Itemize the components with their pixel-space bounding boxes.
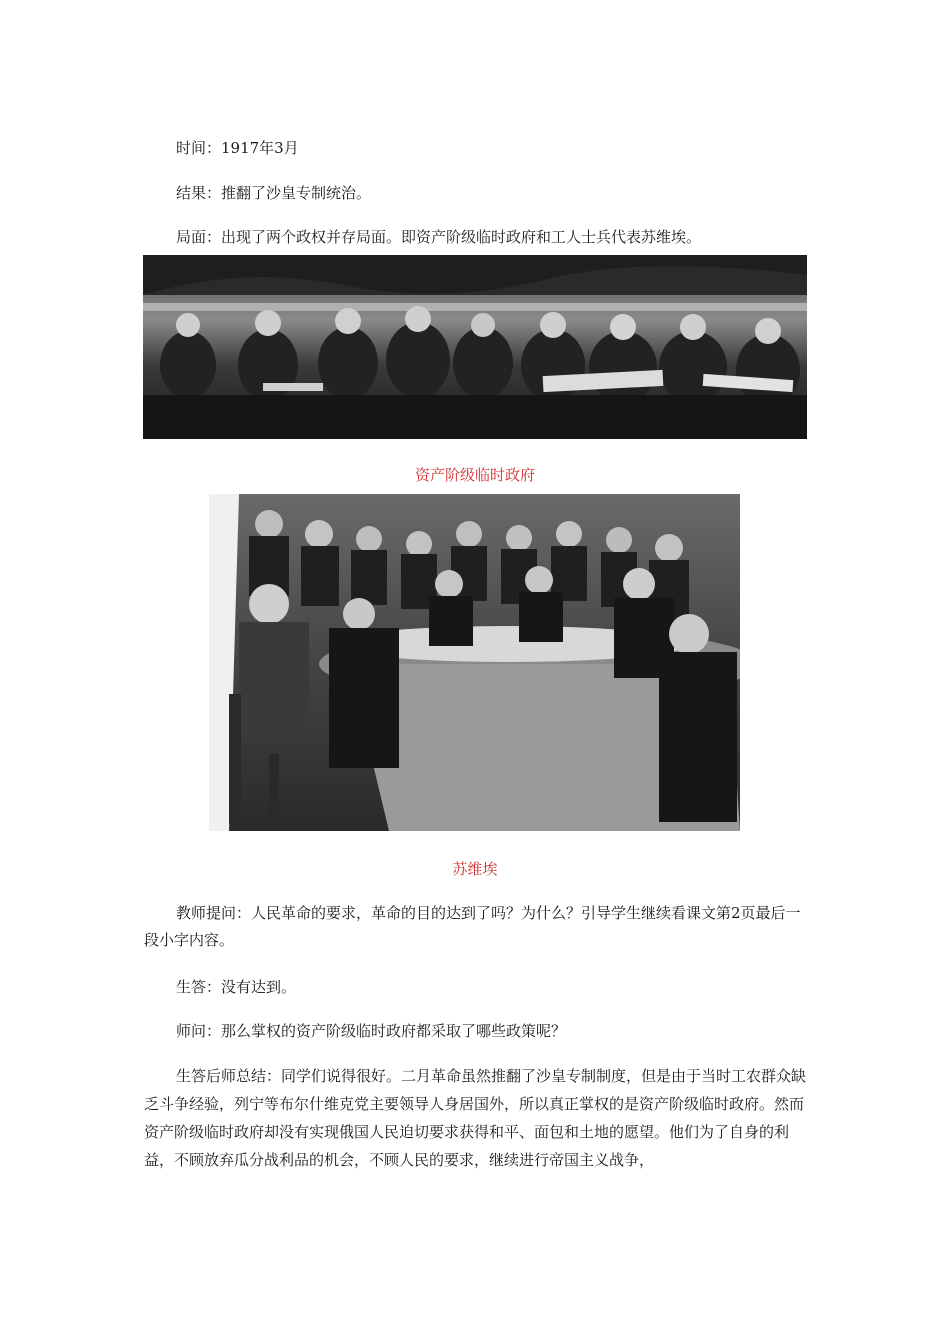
paragraph-student-answer: 生答：没有达到。 [176,978,297,996]
photo-soviet [209,494,740,831]
photo-provisional-government [143,255,807,439]
paragraph-time: 时间：1917年3月 [176,139,299,157]
paragraph-teacher-question: 教师提问：人民革命的要求，革命的目的达到了吗？为什么？引导学生继续看课文第2页最后一段小字内容。 [144,904,801,949]
paragraph-teacher-question2: 师问：那么掌权的资产阶级临时政府都采取了哪些政策呢？ [176,1022,567,1040]
paragraph-situation: 局面：出现了两个政权并存局面。即资产阶级临时政府和工人士兵代表苏维埃。 [176,228,702,246]
paragraph-result: 结果：推翻了沙皇专制统治。 [176,184,372,202]
caption-provisional-government: 资产阶级临时政府 [414,466,535,484]
caption-soviet: 苏维埃 [452,860,498,878]
paragraph-summary: 生答后师总结：同学们说得很好。二月革命虽然推翻了沙皇专制制度，但是由于当时工农群众缺乏斗争经验，列宁等布尔什维克党主要领导人身居国外，所以真正掌权的是资产阶级临时政府。然而资产阶级临时政府却没有实现俄国人民迫切要求获得和平、面包和土地的愿望。他们为了自身的利益，不顾放弃瓜分战利品的机会，不顾人民的要求，继续进行帝国主义战争， [144,1067,807,1169]
